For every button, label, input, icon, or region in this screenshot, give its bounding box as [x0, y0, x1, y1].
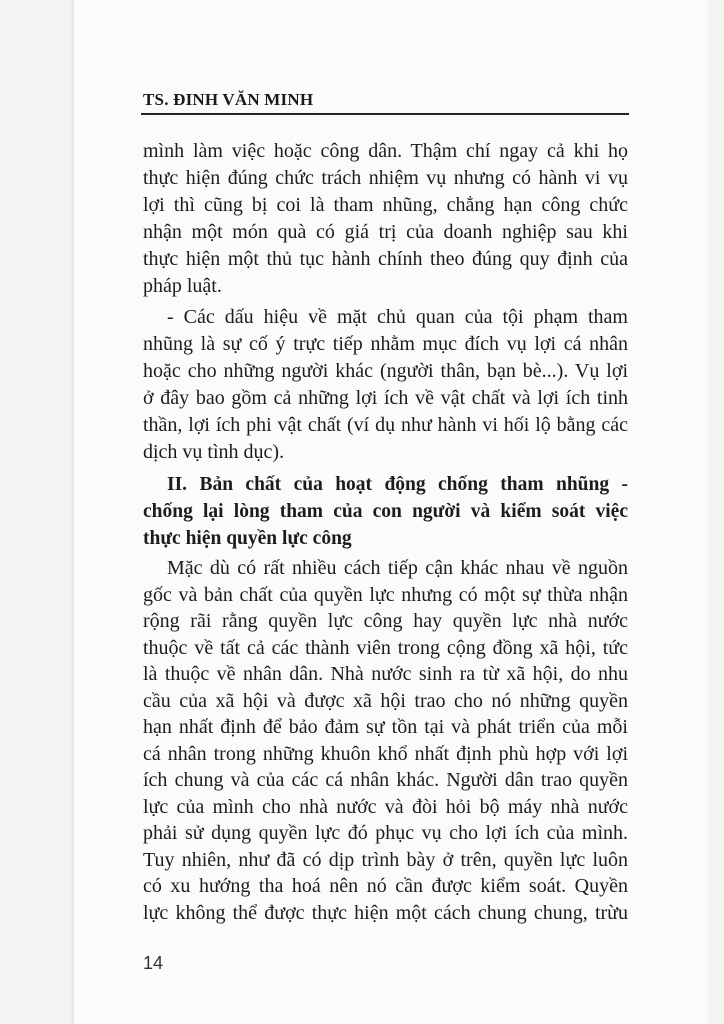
text-line: thực hiện đúng chức trách nhiệm vụ nhưng có hành vi vụ	[143, 167, 628, 189]
text-line: lợi thì cũng bị coi là tham nhũng, chẳng hạn công chức	[143, 194, 628, 216]
text-line: có xu hướng tha hoá nên nó cần được kiểm soát. Quyền	[143, 875, 628, 897]
text-line: - Các dấu hiệu về mặt chủ quan của tội phạm tham	[167, 306, 628, 328]
text-line: ở đây bao gồm cả những lợi ích về vật chất và lợi ích tinh	[143, 387, 628, 409]
text-line: phải sử dụng quyền lực đó phục vụ cho lợi ích của mình.	[143, 822, 628, 844]
text-line: hoặc cho những người khác (người thân, bạn bè...). Vụ lợi	[143, 360, 628, 382]
text-line: lực của mình cho nhà nước và đòi hỏi bộ máy nhà nước	[143, 795, 628, 818]
text-line: cá nhân trong những khuôn khổ nhất định phù hợp với lợi	[143, 742, 628, 765]
text-line: rộng rãi rằng quyền lực công hay quyền lực nhà nước	[143, 610, 628, 632]
text-line: nhũng là sự cố ý trực tiếp nhằm mục đích vụ lợi cá nhân	[143, 333, 628, 355]
paragraph-1	[143, 138, 628, 300]
text-line: nhận một món quà có giá trị của doanh nghiệp sau khi	[143, 221, 628, 243]
page-number: 14	[143, 953, 164, 973]
text-line: hạn nhất định để bảo đảm sự tồn tại và phát triển của mỗi	[143, 716, 628, 738]
running-header: TS. ĐINH VĂN MINH	[143, 90, 314, 109]
header-rule	[141, 113, 629, 115]
text-line: cầu của xã hội và được xã hội trao cho nó những quyền	[143, 689, 628, 712]
text-line: thuộc về tất cả các thành viên trong cộng đồng xã hội, tức	[143, 636, 628, 659]
heading-line: thực hiện quyền lực công	[143, 528, 352, 549]
text-line: thực hiện một thủ tục hành chính theo đúng quy định của	[143, 248, 628, 270]
text-line: pháp luật.	[143, 275, 222, 297]
text-line: gốc và bản chất của quyền lực nhưng có một sự thừa nhận	[143, 583, 628, 606]
text-line: là thuộc về nhân dân. Nhà nước sinh ra từ xã hội, do nhu	[143, 663, 628, 685]
text-line: Mặc dù có rất nhiều cách tiếp cận khác nhau về nguồn	[167, 557, 628, 579]
section-heading	[143, 471, 628, 552]
paragraph-2	[143, 304, 628, 466]
text-line: mình làm việc hoặc công dân. Thậm chí ngay cả khi họ	[143, 140, 628, 162]
text-line: dịch vụ tình dục).	[143, 441, 285, 463]
text-line: ích chung và của các cá nhân khác. Người dân trao quyền	[143, 769, 628, 791]
text-line: thần, lợi ích phi vật chất (ví dụ như hành vi hối lộ bằng các	[143, 414, 628, 436]
text-line: Tuy nhiên, như đã có dịp trình bày ở trên, quyền lực luôn	[143, 848, 628, 871]
heading-line: chống lại lòng tham của con người và kiểm soát việc	[143, 501, 628, 522]
heading-line: II. Bản chất của hoạt động chống tham nhũng -	[167, 474, 628, 495]
paragraph-3	[143, 555, 628, 926]
text-line: lực không thể được thực hiện một cách chung chung, trừu	[143, 901, 628, 924]
